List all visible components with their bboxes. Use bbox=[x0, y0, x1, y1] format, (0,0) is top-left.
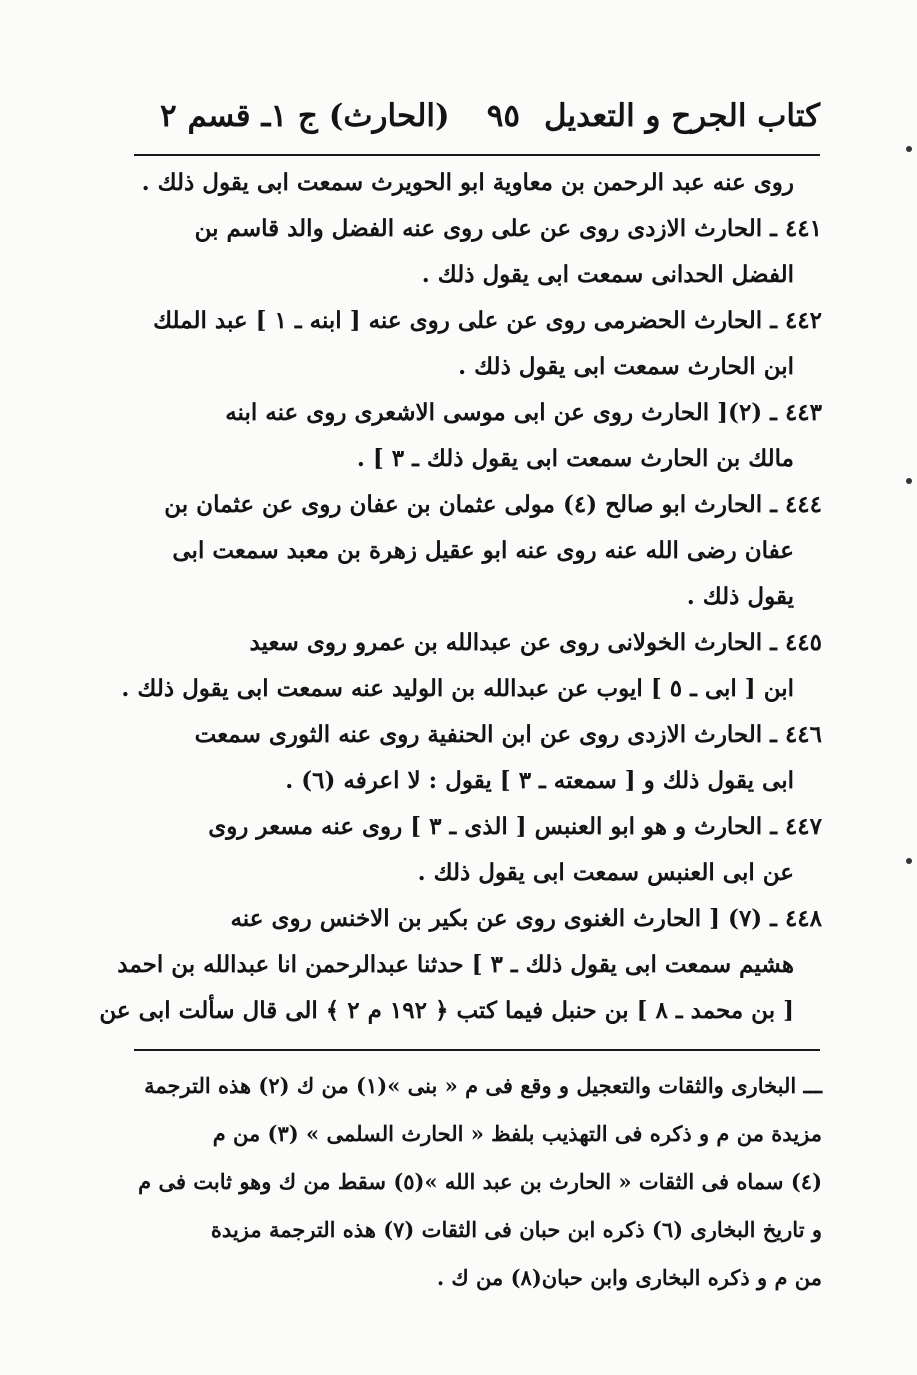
entry-441-line: ٤٤١ ـ الحارث الازدى روى عن على روى عنه الفضل والد قاسم بن bbox=[194, 215, 822, 242]
text-line: ابن الحارث سمعت ابى يقول ذلك . bbox=[458, 353, 794, 380]
entry-442-line: ٤٤٢ ـ الحارث الحضرمى روى عن على روى عنه [ ابنه ـ ١ ] عبد الملك bbox=[153, 307, 822, 334]
entry-446-line: ٤٤٦ ـ الحارث الازدى روى عن ابن الحنفية روى عنه الثورى سمعت bbox=[194, 721, 822, 748]
scan-speck bbox=[906, 858, 912, 864]
footnote-line: مزيدة من م و ذكره فى التهذيب بلفظ « الحارث السلمى » (٣) من م bbox=[212, 1121, 822, 1146]
text-line: هشيم سمعت ابى يقول ذلك ـ ٣ ] حدثنا عبدالرحمن انا عبدالله بن احمد bbox=[117, 951, 794, 978]
text-line: عن ابى العنبس سمعت ابى يقول ذلك . bbox=[417, 859, 794, 886]
section-label: (الحارث) ج ١ـ قسم ٢ bbox=[160, 98, 450, 134]
text-line: مالك بن الحارث سمعت ابى يقول ذلك ـ ٣ ] . bbox=[356, 445, 794, 472]
page-number: ٩٥ bbox=[486, 98, 520, 134]
entry-448-line: ٤٤٨ ـ (٧) [ الحارث الغنوى روى عن بكير بن الاخنس روى عنه bbox=[230, 905, 822, 932]
header-rule bbox=[134, 154, 820, 156]
footnote-line: ـــ البخارى والثقات والتعجيل و وقع فى م « بنى »(١) من ك (٢) هذه الترجمة bbox=[144, 1073, 822, 1098]
entry-445-line: ٤٤٥ ـ الحارث الخولانى روى عن عبدالله بن عمرو روى سعيد bbox=[249, 629, 822, 656]
text-line: روى عنه عبد الرحمن بن معاوية ابو الحويرث سمعت ابى يقول ذلك . bbox=[141, 169, 794, 196]
footnote-line: (٤) سماه فى الثقات « الحارث بن عبد الله »(٥) سقط من ك وهو ثابت فى م bbox=[138, 1169, 822, 1194]
footnotes bbox=[140, 1062, 822, 1302]
footnote-line: من م و ذكره البخارى وابن حبان(٨) من ك . bbox=[436, 1265, 822, 1290]
scan-speck bbox=[906, 478, 912, 484]
text-line: يقول ذلك . bbox=[686, 583, 794, 610]
text-line: الفضل الحدانى سمعت ابى يقول ذلك . bbox=[421, 261, 794, 288]
entry-444-line: ٤٤٤ ـ الحارث ابو صالح (٤) مولى عثمان بن عفان روى عن عثمان بن bbox=[164, 491, 822, 518]
running-header bbox=[140, 98, 820, 150]
text-line: ابى يقول ذلك و [ سمعته ـ ٣ ] يقول : لا اعرفه (٦) . bbox=[285, 767, 794, 794]
entry-443-line: ٤٤٣ ـ (٢)[ الحارث روى عن ابى موسى الاشعرى روى عنه ابنه bbox=[225, 399, 822, 426]
footnote-line: و تاريخ البخارى (٦) ذكره ابن حبان فى الثقات (٧) هذه الترجمة مزيدة bbox=[210, 1217, 822, 1242]
footnote-rule bbox=[134, 1049, 820, 1051]
book-title: كتاب الجرح و التعديل bbox=[543, 98, 820, 134]
text-line: ابن [ ابى ـ ٥ ] ايوب عن عبدالله بن الوليد عنه سمعت ابى يقول ذلك . bbox=[121, 675, 794, 702]
text-line: [ بن محمد ـ ٨ ] بن حنبل فيما كتب ﴿ ١٩٢ م ٢ ﴾ الى قال سألت ابى عن bbox=[99, 997, 794, 1024]
text-line: عفان رضى الله عنه روى عنه ابو عقيل زهرة بن معبد سمعت ابى bbox=[172, 537, 794, 564]
entry-447-line: ٤٤٧ ـ الحارث و هو ابو العنبس [ الذى ـ ٣ ] روى عنه مسعر روى bbox=[208, 813, 822, 840]
main-text bbox=[99, 160, 822, 1045]
scan-speck bbox=[906, 146, 912, 152]
